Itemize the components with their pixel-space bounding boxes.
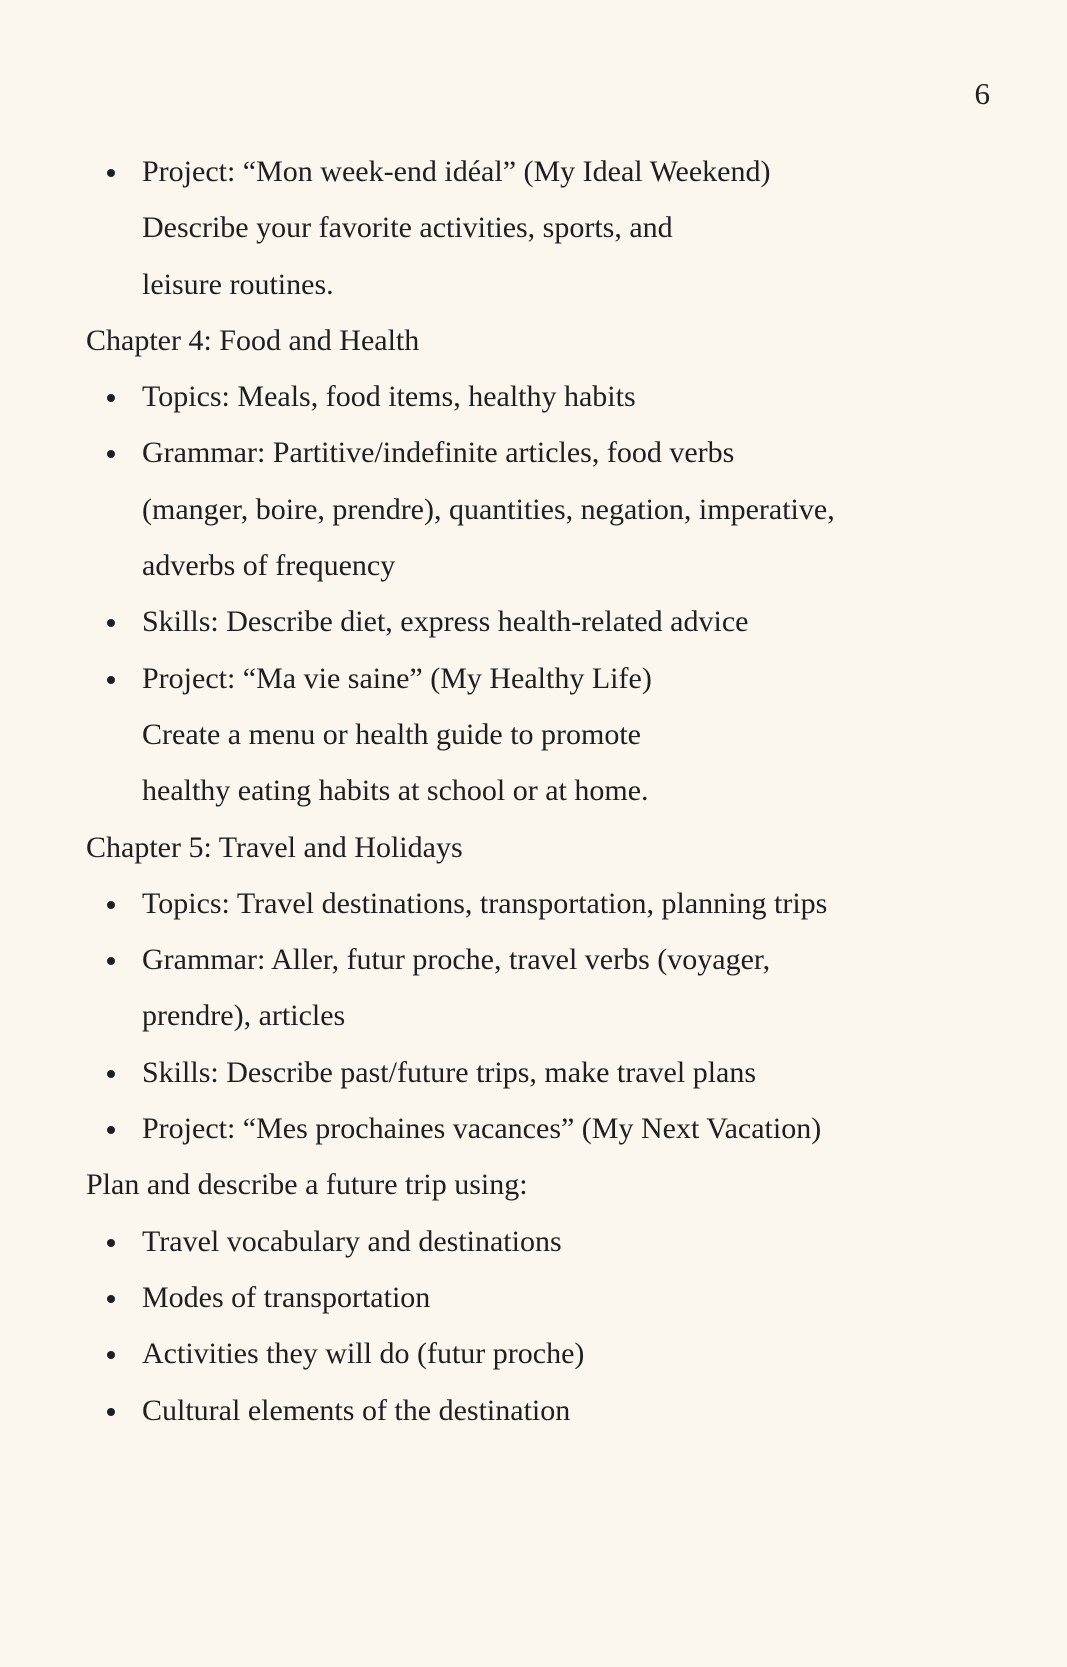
list-item xyxy=(86,876,996,932)
list-item xyxy=(86,651,996,820)
list-item-text: Skills: Describe past/future trips, make travel plans xyxy=(142,1055,757,1089)
list-item-text: Grammar: Aller, futur proche, travel verbs (voyager, xyxy=(142,943,771,977)
list-item-text: adverbs of frequency xyxy=(142,549,396,583)
list-item-text: healthy eating habits at school or at home. xyxy=(142,774,649,808)
list-item-text: Activities they will do (futur proche) xyxy=(142,1337,585,1371)
list-item-text: Describe your favorite activities, sports, and xyxy=(142,211,673,245)
list-item-text: Topics: Travel destinations, transportation, planning trips xyxy=(142,886,828,920)
list-item-text: Skills: Describe diet, express health-related advice xyxy=(142,605,749,639)
list-item-text: Project: “Mes prochaines vacances” (My Next Vacation) xyxy=(142,1112,822,1146)
list-item xyxy=(86,1270,996,1326)
list-item-text: Grammar: Partitive/indefinite articles, food verbs xyxy=(142,436,735,470)
bullet-list xyxy=(86,876,996,1157)
list-item-text: Modes of transportation xyxy=(142,1280,431,1314)
list-item-text: Create a menu or health guide to promote xyxy=(142,717,641,751)
list-item-text: Cultural elements of the destination xyxy=(142,1393,571,1427)
section-heading: Plan and describe a future trip using: xyxy=(86,1168,528,1202)
list-item-text: leisure routines. xyxy=(142,267,334,301)
list-item-text: Project: “Mon week-end idéal” (My Ideal Weekend) xyxy=(142,155,771,188)
list-item xyxy=(86,1383,996,1439)
list-item-text: Project: “Ma vie saine” (My Healthy Life) xyxy=(142,661,652,695)
bullet-list xyxy=(86,369,996,819)
list-item xyxy=(86,932,996,1045)
list-item xyxy=(86,369,996,425)
bullet-list xyxy=(86,144,996,313)
list-item xyxy=(86,1214,996,1270)
list-item-text: Travel vocabulary and destinations xyxy=(142,1224,562,1258)
bullet-list xyxy=(86,1214,996,1439)
list-item xyxy=(86,1045,996,1101)
page-number: 6 xyxy=(974,76,990,111)
list-item xyxy=(86,1101,996,1157)
list-item xyxy=(86,594,996,650)
page-content xyxy=(86,144,996,1439)
list-item-text: prendre), articles xyxy=(142,999,346,1033)
list-item xyxy=(86,144,996,313)
list-item-text: (manger, boire, prendre), quantities, negation, imperative, xyxy=(142,492,835,526)
list-item xyxy=(86,1326,996,1382)
list-item-text: Topics: Meals, food items, healthy habits xyxy=(142,380,636,414)
section-heading: Chapter 4: Food and Health xyxy=(86,323,420,357)
list-item xyxy=(86,425,996,594)
section-heading: Chapter 5: Travel and Holidays xyxy=(86,830,463,864)
